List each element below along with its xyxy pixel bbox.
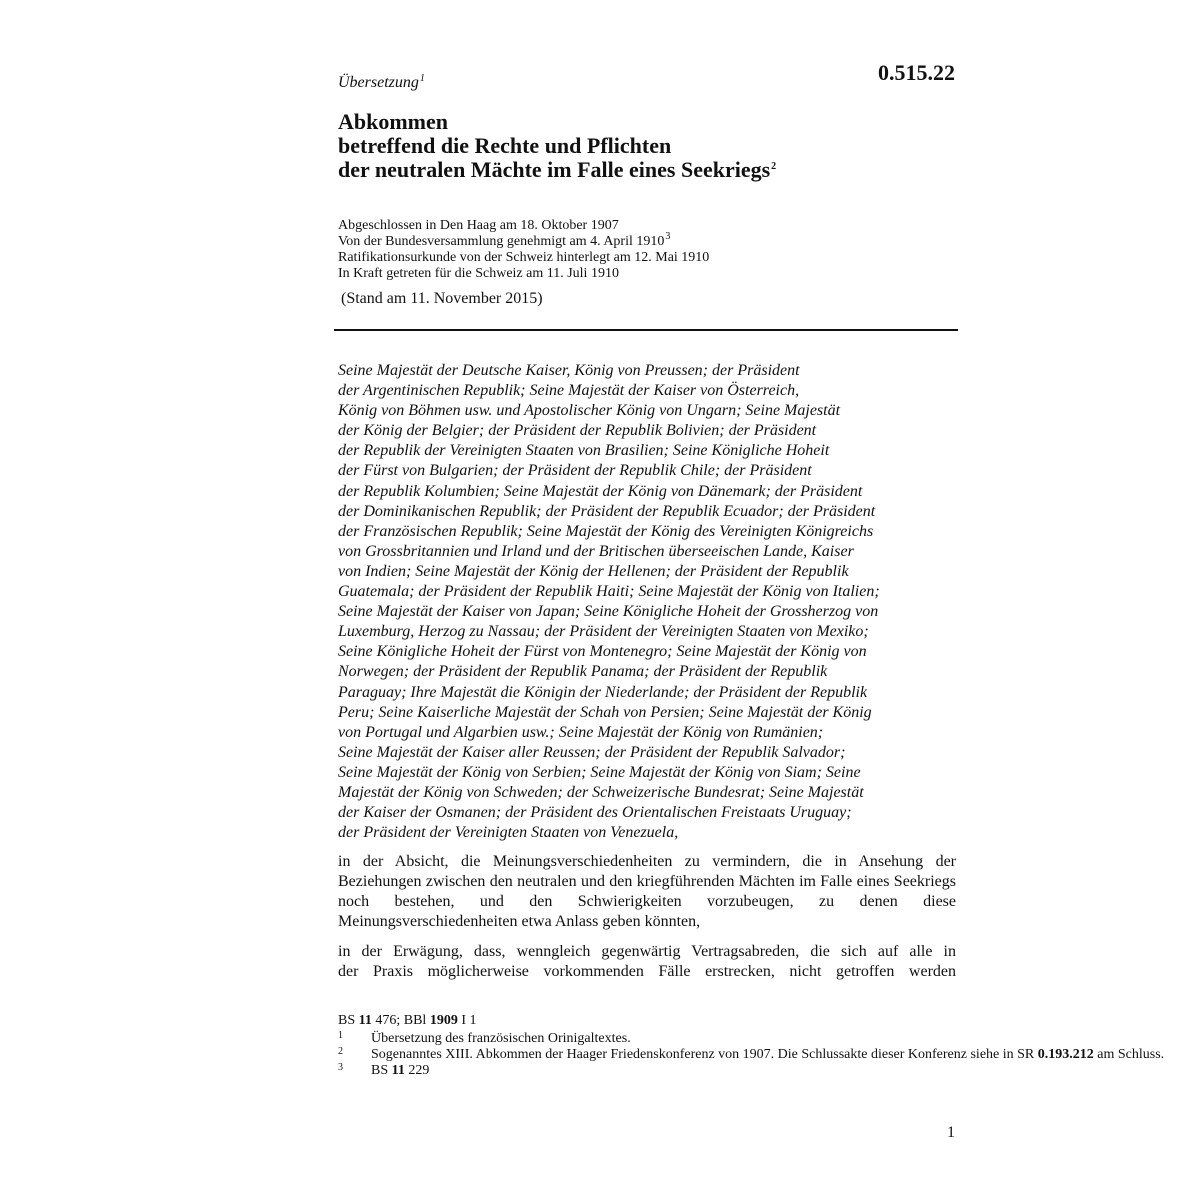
footnotes <box>338 1031 1164 1079</box>
status-line: (Stand am 11. November 2015) <box>341 290 543 307</box>
footnote-1 <box>338 1031 1164 1047</box>
footnote-2-sr-number[interactable]: 0.193.212 <box>1037 1047 1094 1062</box>
parties-line: der Republik Kolumbien; Seine Majestät der König von Dänemark; der Präsident <box>338 482 863 500</box>
preamble-paragraph-1: in der Absicht, die Meinungsverschiedenheiten zu vermindern, die in Ansehung der Beziehungen zwischen den neutralen und den kriegführenden Mächten im Falle eines Seekriegs noch bestehen, und den Schwierigkeiten vorzubeugen, zu denen diese Meinungsverschiedenheiten etwa Anlass geben könnten, <box>338 853 956 930</box>
footnote-2 <box>338 1047 1164 1063</box>
footnote-2-text-after: am Schluss. <box>1093 1047 1165 1062</box>
parties-line: Peru; Seine Kaiserliche Majestät der Schah von Persien; Seine Majestät der König <box>338 703 872 721</box>
footnote-2-text-before: Sogenanntes XIII. Abkommen der Haager Friedenskonferenz von 1907. Die Schlussakte dieser Konferenz siehe in SR <box>371 1047 1038 1062</box>
parties-line: Majestät der König von Schweden; der Schweizerische Bundesrat; Seine Majestät <box>338 783 864 801</box>
source-bs-prefix: BS <box>338 1013 359 1028</box>
parties-line: von Indien; Seine Majestät der König der Hellenen; der Präsident der Republik <box>338 562 849 580</box>
parties-line: der Argentinischen Republik; Seine Majestät der Kaiser von Österreich, <box>338 382 800 400</box>
footnote-3-volume: 11 <box>391 1063 405 1078</box>
meta-approved-text: Von der Bundesversammlung genehmigt am 4. April 1910 <box>338 234 665 249</box>
parties-line: der Fürst von Bulgarien; der Präsident der Republik Chile; der Präsident <box>338 462 812 480</box>
header-divider <box>334 329 958 331</box>
document-number: 0.515.22 <box>878 60 955 85</box>
footnote-ref-3[interactable]: 3 <box>665 231 671 243</box>
title-line-1: Abkommen <box>338 109 449 134</box>
parties-line: Seine Majestät der Kaiser aller Reussen; der Präsident der Republik Salvador; <box>338 743 846 761</box>
parties-line: Guatemala; der Präsident der Republik Haiti; Seine Majestät der König von Italien; <box>338 583 880 601</box>
footnote-3 <box>338 1063 1164 1079</box>
parties-line: der Dominikanischen Republik; der Präsident der Republik Ecuador; der Präsident <box>338 502 876 520</box>
meta-in-force: In Kraft getreten für die Schweiz am 11. Juli 1910 <box>338 266 619 281</box>
footnote-1-number: 1 <box>338 1030 343 1041</box>
parties-line: von Portugal und Algarbien usw.; Seine Majestät der König von Rumänien; <box>338 723 824 741</box>
source-bs-page: 476; BBl <box>371 1013 430 1028</box>
title-line-3-text: der neutralen Mächte im Falle eines Seekriegs <box>338 157 771 182</box>
parties-line: von Grossbritannien und Irland und der Britischen überseeischen Lande, Kaiser <box>338 542 854 560</box>
parties-line: Seine Majestät der Kaiser von Japan; Seine Königliche Hoheit der Grossherzog von <box>338 603 879 621</box>
translation-label <box>338 74 425 92</box>
meta-info <box>338 218 709 282</box>
meta-ratified: Ratifikationsurkunde von der Schweiz hinterlegt am 12. Mai 1910 <box>338 250 710 265</box>
parties-line: Luxemburg, Herzog zu Nassau; der Präsident der Vereinigten Staaten von Mexiko; <box>338 623 869 641</box>
footnote-ref-2[interactable]: 2 <box>771 160 777 172</box>
source-note <box>338 1013 477 1029</box>
parties-line: Seine Königliche Hoheit der Fürst von Montenegro; Seine Majestät der König von <box>338 643 867 661</box>
preamble-paragraph-2 <box>338 942 956 982</box>
source-bs-volume: 11 <box>358 1013 372 1028</box>
parties-line: der Präsident der Vereinigten Staaten von Venezuela, <box>338 824 679 842</box>
footnote-3-number: 3 <box>338 1062 343 1073</box>
footnote-ref-1[interactable]: 1 <box>419 72 425 84</box>
contracting-parties <box>338 361 958 843</box>
footnote-3-prefix: BS <box>371 1063 392 1078</box>
page-number: 1 <box>947 1124 955 1141</box>
meta-concluded: Abgeschlossen in Den Haag am 18. Oktober 1907 <box>338 218 619 233</box>
document-title <box>338 110 776 182</box>
title-line-3 <box>338 158 776 182</box>
parties-line: der Kaiser der Osmanen; der Präsident des Orientalischen Freistaats Uruguay; <box>338 804 852 822</box>
footnote-2-number: 2 <box>338 1046 343 1057</box>
source-bbl-ref: I 1 <box>457 1013 477 1028</box>
parties-line: Norwegen; der Präsident der Republik Panama; der Präsident der Republik <box>338 663 828 681</box>
parties-line: der König der Belgier; der Präsident der Republik Bolivien; der Präsident <box>338 422 817 440</box>
parties-line: Seine Majestät der König von Serbien; Seine Majestät der König von Siam; Seine <box>338 763 861 781</box>
translation-label-text: Übersetzung <box>338 74 419 91</box>
parties-line: der Französischen Republik; Seine Majestät der König des Vereinigten Königreichs <box>338 522 874 540</box>
preamble-paragraph-2-line-1: in der Erwägung, dass, wenngleich gegenwärtig Vertragsabreden, die sich auf alle in <box>338 943 956 960</box>
parties-line: König von Böhmen usw. und Apostolischer König von Ungarn; Seine Majestät <box>338 402 841 420</box>
preamble-paragraph-2-line-2: der Praxis möglicherweise vorkommenden Fälle erstrecken, nicht getroffen werden <box>338 963 956 980</box>
parties-line: Seine Majestät der Deutsche Kaiser, König von Preussen; der Präsident <box>338 362 800 379</box>
footnote-3-page: 229 <box>404 1063 430 1078</box>
parties-line: Paraguay; Ihre Majestät die Königin der Niederlande; der Präsident der Republik <box>338 683 868 701</box>
title-line-2: betreffend die Rechte und Pflichten <box>338 133 672 158</box>
meta-approved <box>338 231 709 250</box>
footnote-1-text: Übersetzung des französischen Orinigaltextes. <box>371 1031 631 1046</box>
source-bbl-year: 1909 <box>429 1013 458 1028</box>
parties-line: der Republik der Vereinigten Staaten von Brasilien; Seine Königliche Hoheit <box>338 442 830 460</box>
